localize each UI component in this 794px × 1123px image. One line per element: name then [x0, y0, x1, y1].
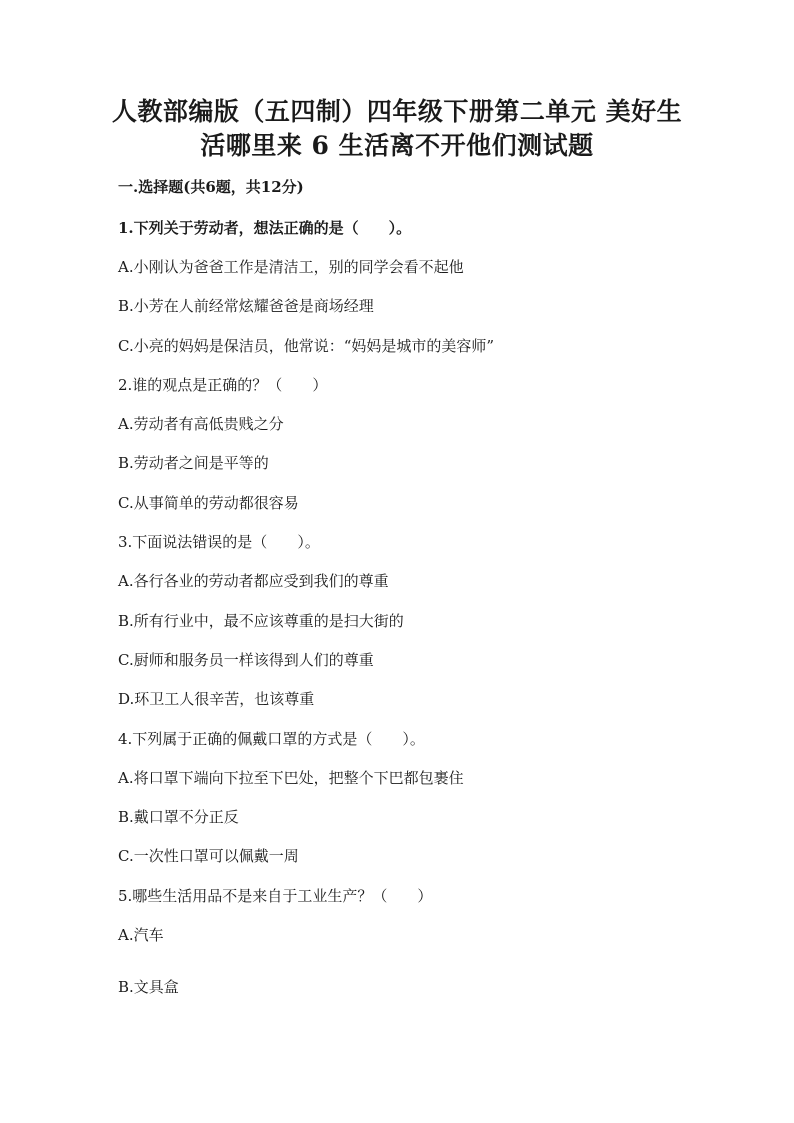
- question-2-option-a: A.劳动者有高低贵贱之分: [118, 415, 284, 433]
- question-2-option-b: B.劳动者之间是平等的: [118, 454, 269, 472]
- question-4-option-b: B.戴口罩不分正反: [118, 808, 239, 826]
- question-3-option-b: B.所有行业中，最不应该尊重的是扫大街的: [118, 612, 404, 630]
- question-1-option-c: C.小亮的妈妈是保洁员，他常说：“妈妈是城市的美容师”: [118, 337, 495, 355]
- section-header: 一.选择题(共6题，共12分): [118, 178, 304, 196]
- document-title-line-1: 人教部编版（五四制）四年级下册第二单元 美好生: [111, 97, 683, 126]
- question-4-option-a: A.将口罩下端向下拉至下巴处，把整个下巴都包裹住: [118, 769, 464, 787]
- question-1-option-b: B.小芳在人前经常炫耀爸爸是商场经理: [118, 297, 374, 315]
- question-5-option-a: A.汽车: [118, 926, 164, 944]
- question-2-option-c: C.从事简单的劳动都很容易: [118, 494, 299, 512]
- question-4-stem: 4.下列属于正确的佩戴口罩的方式是（ ）。: [118, 730, 425, 748]
- question-3-option-c: C.厨师和服务员一样该得到人们的尊重: [118, 651, 374, 669]
- question-3-stem: 3.下面说法错误的是（ ）。: [118, 533, 320, 551]
- question-1-option-a: A.小刚认为爸爸工作是清洁工，别的同学会看不起他: [118, 258, 464, 276]
- question-3-option-d: D.环卫工人很辛苦，也该尊重: [118, 690, 315, 708]
- question-2-stem: 2.谁的观点是正确的？（ ）: [118, 376, 328, 394]
- question-4-option-c: C.一次性口罩可以佩戴一周: [118, 847, 299, 865]
- question-5-stem: 5.哪些生活用品不是来自于工业生产？（ ）: [118, 887, 433, 905]
- question-5-option-b: B.文具盒: [118, 978, 179, 996]
- document-title-line-2: 活哪里来 6 生活离不开他们测试题: [200, 131, 594, 160]
- question-1-stem: 1.下列关于劳动者，想法正确的是（ ）。: [118, 219, 412, 237]
- question-3-option-a: A.各行各业的劳动者都应受到我们的尊重: [118, 572, 389, 590]
